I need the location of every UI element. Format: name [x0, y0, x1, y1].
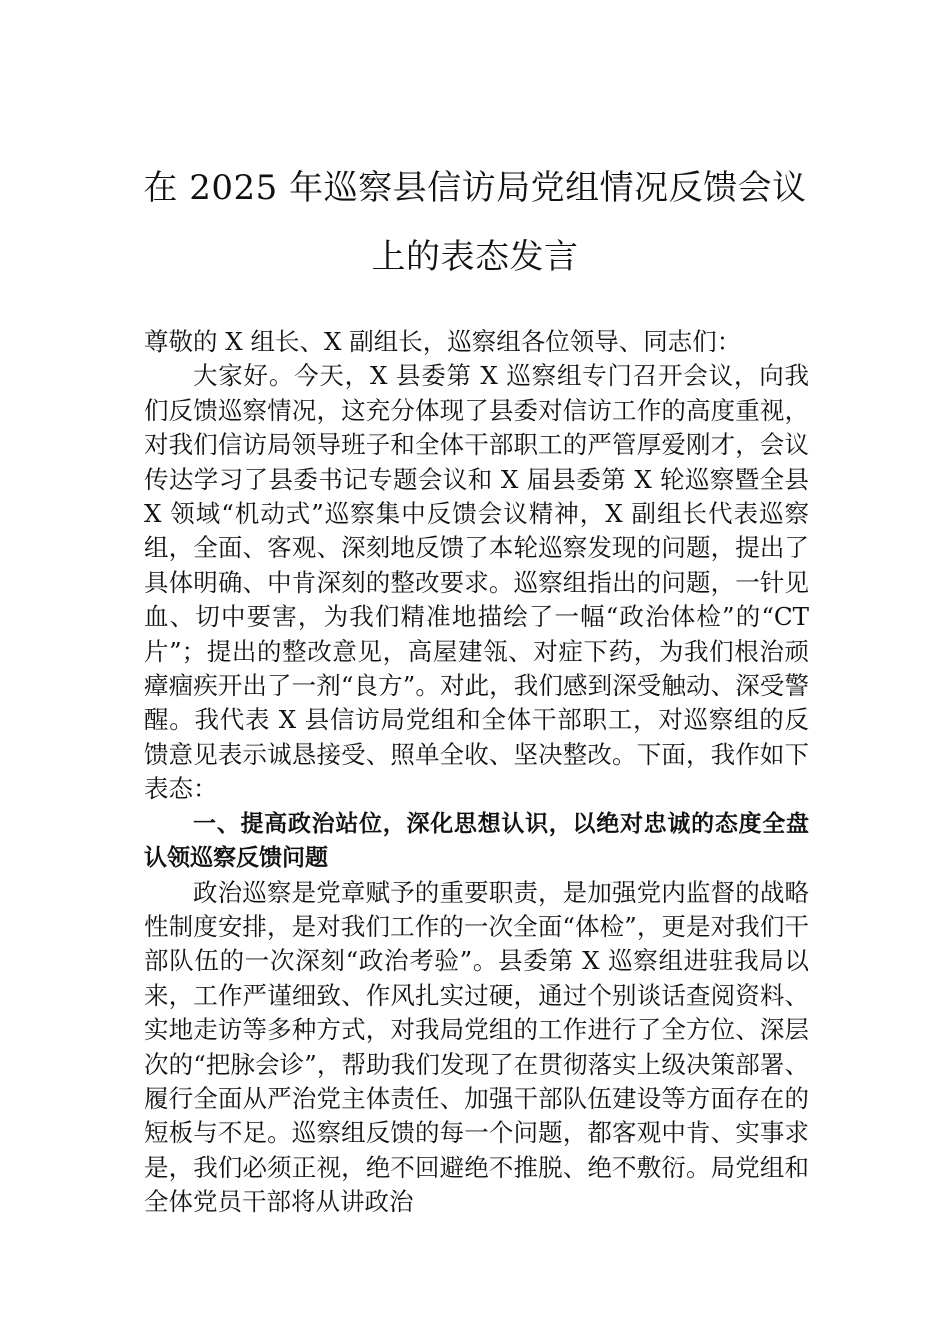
document-body [144, 325, 809, 1220]
salutation: 尊敬的 X 组长、X 副组长，巡察组各位领导、同志们： [144, 327, 742, 356]
section-heading-1: 一、提高政治站位，深化思想认识，以绝对忠诚的态度全盘认领巡察反馈问题 [144, 810, 809, 872]
document-title-line-2: 上的表态发言 [371, 237, 579, 277]
paragraph-opening: 大家好。今天，X 县委第 X 巡察组专门召开会议，向我们反馈巡察情况，这充分体现了县委对信访工作的高度重视，对我们信访局领导班子和全体干部职工的严管厚爱刚才，会议传达学习了县委书记专题会议和 X 届县委第 X 轮巡察暨全县 X 领域“机动式”巡察集中反馈会议精神，X 副组长代表巡察组，全面、客观、深刻地反馈了本轮巡察发现的问题，提出了具体明确、中肯深刻的整改要求。巡察组指出的问题，一针见血、切中要害，为我们精准地描绘了一幅“政治体检”的“CT 片”；提出的整改意见，高屋建瓴、对症下药，为我们根治顽瘴痼疾开出了一剂“良方”。对此，我们感到深受触动、深受警醒。我代表 X 县信访局党组和全体干部职工，对巡察组的反馈意见表示诚恳接受、照单全收、坚决整改。下面，我作如下表态： [144, 361, 809, 804]
paragraph-section-1: 政治巡察是党章赋予的重要职责，是加强党内监督的战略性制度安排，是对我们工作的一次全面“体检”，更是对我们干部队伍的一次深刻“政治考验”。县委第 X 巡察组进驻我局以来，工作严谨细致、作风扎实过硬，通过个别谈话查阅资料、实地走访等多种方式，对我局党组的工作进行了全方位、深层次的“把脉会诊”，帮助我们发现了在贯彻落实上级决策部署、履行全面从严治党主体责任、加强干部队伍建设等方面存在的短板与不足。巡察组反馈的每一个问题，都客观中肯、实事求是，我们必须正视，绝不回避绝不推脱、绝不敷衍。局党组和全体党员干部将从讲政治 [144, 877, 809, 1217]
document-title-line-1: 在 2025 年巡察县信访局党组情况反馈会议 [143, 168, 807, 208]
